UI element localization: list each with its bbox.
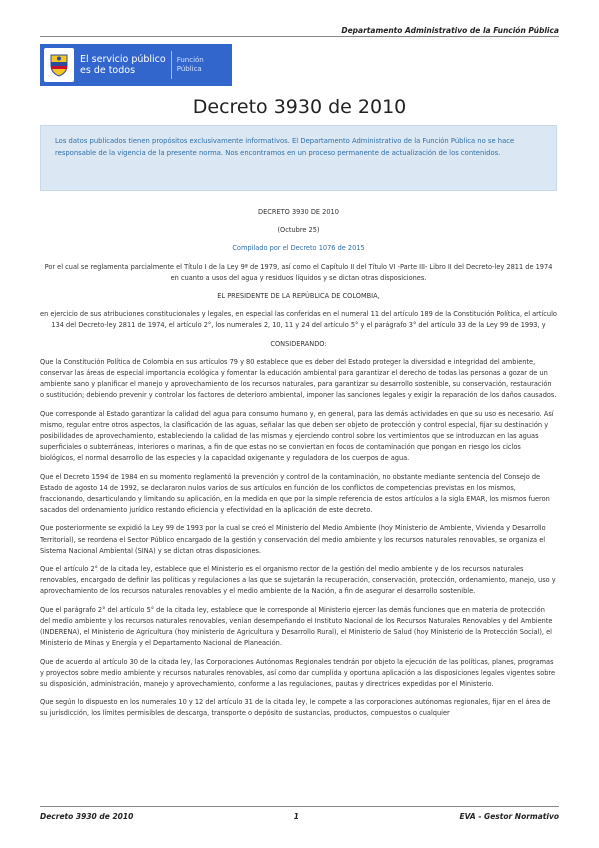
- paragraph: Que la Constitución Política de Colombia en sus artículos 79 y 80 establece que es deber del Estado proteger la diversidad e integridad del ambiente, conservar las áreas de especial importancia ecológica y fomentar la educación ambiental para garantizar el derecho de todas las personas a gozar de un ambiente sano y planificar el manejo y aprovechamiento de los recursos naturales, para garantizar su desarrollo sostenible, su conservación, restauración o sustitución; debiendo prevenir y controlar los factores de deterioro ambiental, imponer las sanciones legales y exigir la reparación de los daños causados.: [40, 357, 557, 400]
- paragraph: Que el parágrafo 2° del artículo 5° de la citada ley, establece que le corresponde al Ministerio ejercer las demás funciones que en materia de protección del medio ambiente y los recursos naturales renovables, venían desempeñando el Instituto Nacional de los Recursos Naturales Renovables y del Ambiente (INDERENA), el Ministerio de Agricultura (hoy ministerio de Agricultura y Desarrollo Rural), el Ministerio de Salud (hoy Ministerio de la Protección Social), el Ministerio de Minas y Energía y el Departamento Nacional de Planeación.: [40, 605, 553, 648]
- paragraph: Que el artículo 2° de la citada ley, establece que el Ministerio es el organismo rector de la gestión del medio ambiente y de los recursos naturales renovables, encargado de definir las políticas y regulaciones a las que se sujetarán la recuperación, conservación, protección, ordenamiento, manejo, uso y aprovechamiento de los recursos naturales renovables y el medio ambiente de la Nación, a fin de asegurar el desarrollo sostenible.: [40, 565, 556, 596]
- logo-function-line2: Pública: [176, 65, 202, 73]
- paragraph: Que según lo dispuesto en los numerales 10 y 12 del artículo 31 de la citada ley, le compete a las corporaciones autónomas regionales, fijar en el área de su jurisdicción, los límites permisibles de descarga, transporte o depósito de sustancias, productos, compuestos o cualquier: [40, 698, 551, 718]
- document-body: [40, 207, 557, 727]
- header-divider: [40, 36, 559, 37]
- logo-text-line1: El servicio público: [80, 54, 166, 65]
- page-title: Decreto 3930 de 2010: [192, 96, 407, 118]
- page-footer: [40, 812, 559, 821]
- department-header: Departamento Administrativo de la Función Pública: [341, 26, 559, 35]
- compiled-by-link[interactable]: Compilado por el Decreto 1076 de 2015: [232, 244, 365, 253]
- decree-date: (Octubre 25): [277, 226, 320, 235]
- footer-divider: [40, 806, 559, 807]
- page-number: 1: [293, 812, 300, 821]
- coat-of-arms-icon: [44, 48, 74, 82]
- paragraph: Que posteriormente se expidió la Ley 99 de 1993 por la cual se creó el Ministerio del Medio Ambiente (hoy Ministerio de Ambiente, Vivienda y Desarrollo Territorial), se reordena el Sector Público encargado de la gestión y conservación del medio ambiente y los recursos naturales renovables, se organiza el Sistema Nacional Ambiental (SINA) y se dictan otras disposiciones.: [40, 524, 546, 555]
- disclaimer-notice: Los datos publicados tienen propósitos exclusivamente informativos. El Departamento Administrativo de la Función Pública no se hace responsable de la vigencia de la presente norma. Nos encontramos en un proceso permanente de actualización de los contenidos.: [40, 125, 557, 191]
- footer-source: EVA - Gestor Normativo: [459, 812, 559, 821]
- paragraph: Que de acuerdo al artículo 30 de la citada ley, las Corporaciones Autónomas Regionales tendrán por objeto la ejecución de las políticas, planes, programas y proyectos sobre medio ambiente y recursos naturales renovables, así como dar cumplida y oportuna aplicación a las disposiciones legales vigentes sobre su disposición, administración, manejo y aprovechamiento, conforme a las regulaciones, pautas y directrices expedidas por el Ministerio.: [40, 657, 556, 688]
- logo-function-line1: Función: [176, 56, 204, 64]
- logo-text-line2: es de todos: [80, 65, 136, 76]
- footer-document-name: Decreto 3930 de 2010: [40, 812, 134, 821]
- logo-separator: [171, 51, 172, 79]
- paragraph: Que corresponde al Estado garantizar la calidad del agua para consumo humano y, en general, para las demás actividades en que su uso es necesario. Así mismo, regular entre otros aspectos, la clasificación de las aguas, señalar las que deben ser objeto de protección y control especial, fijar su destinación y posibilidades de aprovechamiento, estableciendo la calidad de las mismas y ejerciendo control sobre los vertimientos que se introduzcan en las aguas superficiales o subterráneas, interiores o marinas, a fin de que estas no se conviertan en focos de contaminación que pongan en riesgo los ciclos biológicos, el normal desarrollo de las especies y la capacidad oxigenante y reguladora de los cuerpos de agua.: [40, 409, 554, 463]
- legal-powers: en ejercicio de sus atribuciones constitucionales y legales, en especial las conferidas en el numeral 11 del artículo 189 de la Constitución Política, el artículo 134 del Decreto-ley 2811 de 1974, el artículo 2°, los numerales 2, 10, 11 y 24 del artículo 5° y el parágrafo 3° del artículo 33 de la Ley 99 de 1993, y: [40, 310, 557, 330]
- government-logo: [40, 44, 232, 86]
- decree-heading: DECRETO 3930 DE 2010: [258, 208, 339, 216]
- president-heading: EL PRESIDENTE DE LA REPÚBLICA DE COLOMBIA,: [217, 292, 380, 301]
- paragraph: Que el Decreto 1594 de 1984 en su momento reglamentó la prevención y control de la contaminación, no obstante mediante sentencia del Consejo de Estado de agosto 14 de 1992, se declararon nulos varios de sus artículos en función de los conflictos de competencias previstas en los mismos, fraccionando, desarticulando y limitando su aplicación, en la medida en que por la simple referencia de estos artículos a la sigla EMAR, los mismos fueron sacados del ordenamiento jurídico restando eficiencia y efectividad en la aplicación de este decreto.: [40, 472, 550, 515]
- considering-heading: CONSIDERANDO:: [270, 339, 327, 348]
- decree-summary: Por el cual se reglamenta parcialmente el Título I de la Ley 9ª de 1979, así como el Capítulo II del Título VI -Parte III- Libro II del Decreto-ley 2811 de 1974 en cuanto a usos del agua y residuos líquidos y se dictan otras disposiciones.: [44, 262, 553, 282]
